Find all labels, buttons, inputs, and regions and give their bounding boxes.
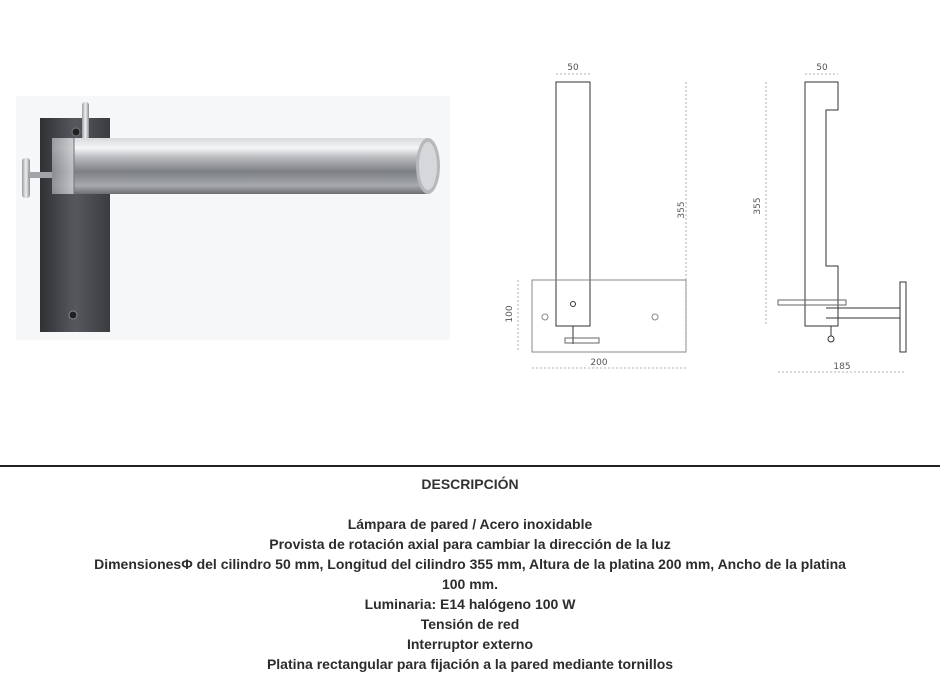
description-line: Platina rectangular para fijación a la pared mediante tornillos — [266, 656, 674, 672]
front-plate-height: 100 — [505, 305, 515, 323]
section-divider — [0, 465, 940, 467]
side-cyl-length: 355 — [753, 197, 763, 215]
side-cyl-width: 50 — [816, 63, 828, 73]
description-line: 100 mm. — [441, 576, 499, 592]
front-cyl-width: 50 — [567, 63, 579, 73]
description-line: Lámpara de pared / Acero inoxidable — [347, 516, 593, 532]
side-depth: 185 — [833, 362, 851, 372]
description-line: Luminaria: E14 halógeno 100 W — [364, 596, 576, 612]
description-line: Provista de rotación axial para cambiar la dirección de la luz — [269, 536, 671, 552]
description-list — [80, 514, 860, 674]
description-line: Interruptor externo — [406, 636, 533, 652]
description-line: DimensionesΦ del cilindro 50 mm, Longitud del cilindro 355 mm, Altura de la platina 200 mm, Ancho de la platina — [94, 556, 846, 572]
technical-drawings — [496, 56, 940, 386]
front-plate-width: 200 — [590, 358, 608, 368]
front-cyl-length: 355 — [677, 201, 687, 219]
product-photo — [16, 96, 450, 340]
description-title: DESCRIPCIÓN — [421, 476, 519, 492]
description-line: Tensión de red — [420, 616, 520, 632]
